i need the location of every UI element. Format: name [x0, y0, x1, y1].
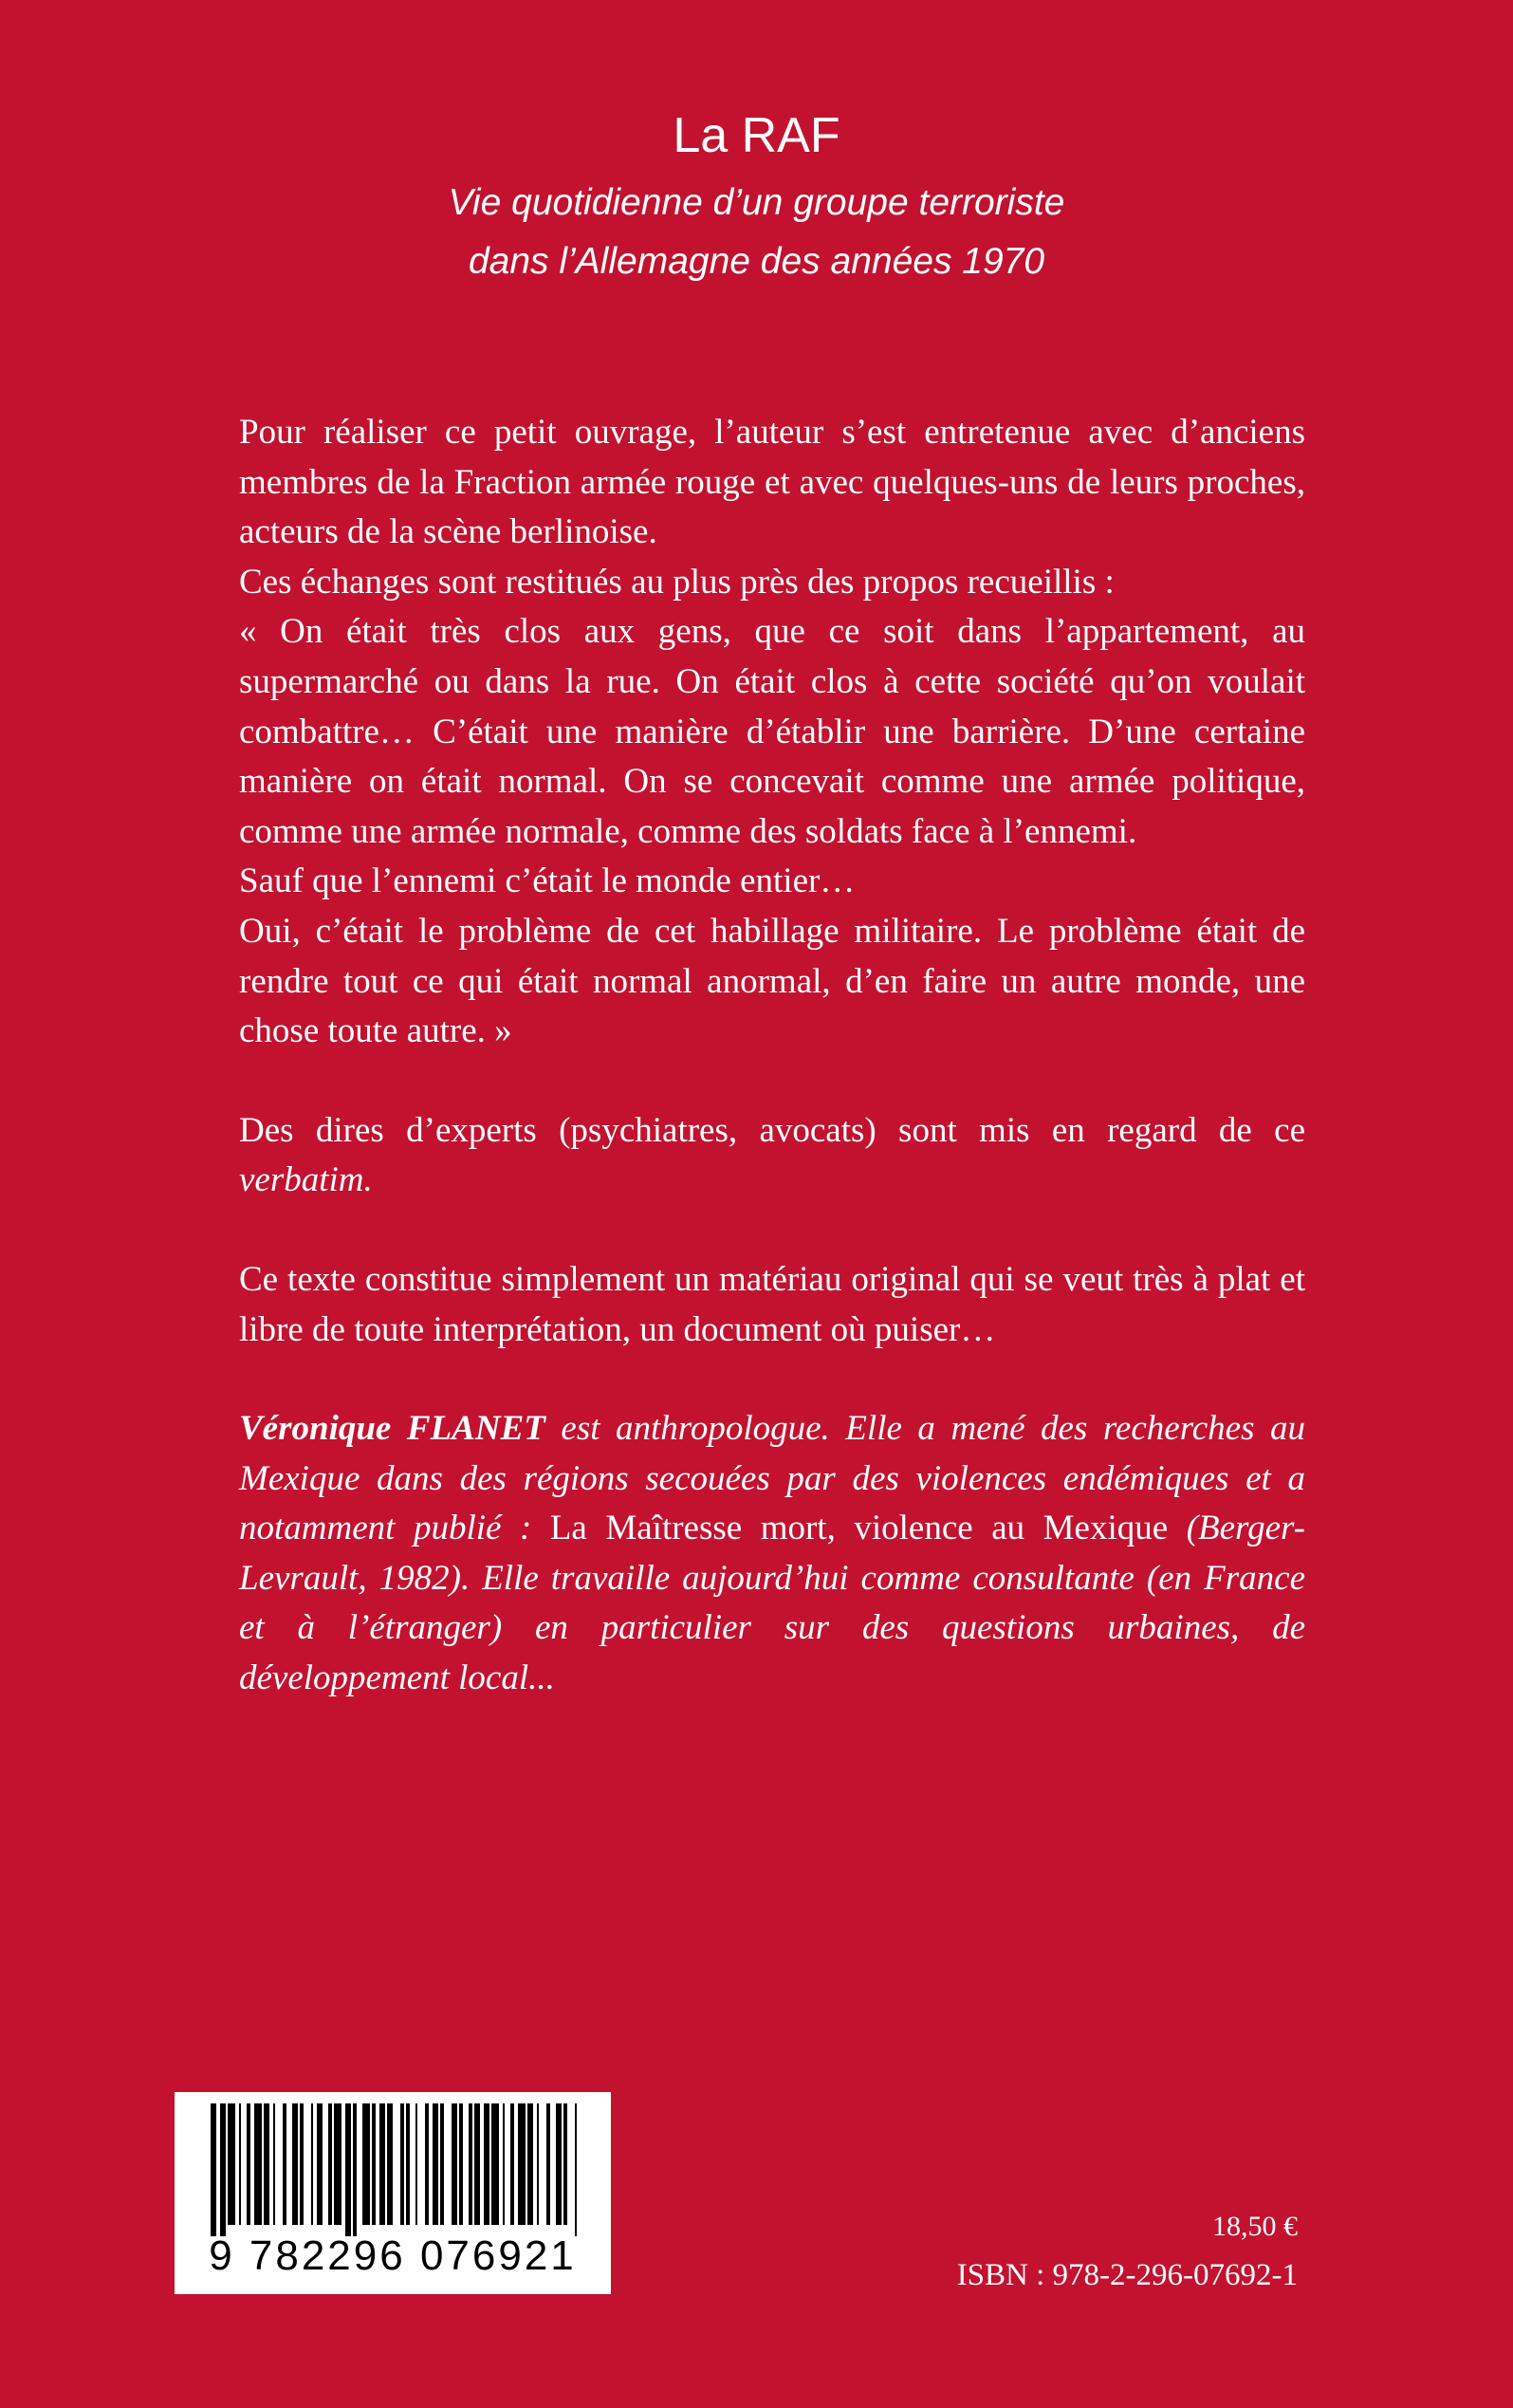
barcode-bar: [317, 2103, 323, 2225]
barcode-bar: [334, 2103, 341, 2225]
barcode-bar: [491, 2103, 499, 2225]
author-bio-part-2: (Berger-Levrault, 1982). Elle travaille aujourd’hui comme consultante (en France et à l’étranger) en particulier sur des questions urbaines, de développement local...: [239, 1509, 1305, 1698]
experts-italic: verbatim.: [239, 1160, 373, 1200]
barcode-bar: [211, 2103, 216, 2236]
blurb-quote-end: Oui, c’était le problème de cet habillage militaire. Le problème était de rendre tout ce qui était normal anormal, d’en faire un autre monde, une chose toute autre. »: [239, 911, 1305, 1051]
barcode-bar: [406, 2103, 410, 2225]
barcode-bar: [518, 2103, 526, 2225]
barcode-bar: [273, 2103, 275, 2225]
author-bio: [239, 1404, 1305, 1704]
barcode-bar: [556, 2103, 562, 2225]
isbn: ISBN : 978-2-296-07692-1: [956, 2258, 1298, 2292]
barcode-bar: [254, 2103, 262, 2225]
barcode-bar: [353, 2103, 357, 2236]
author-book-title: La Maîtresse mort, violence au Mexique: [549, 1509, 1169, 1548]
barcode-bar: [345, 2103, 351, 2236]
barcode-bar: [503, 2103, 505, 2225]
subtitle-line-1: Vie quotidienne d’un groupe terroriste: [448, 182, 1065, 223]
barcode-bar: [575, 2103, 577, 2236]
barcode-bar: [264, 2103, 269, 2225]
book-title: La RAF: [673, 108, 840, 163]
barcode-bar: [459, 2103, 463, 2225]
barcode-bar: [425, 2103, 429, 2225]
subtitle-line-2: dans l’Allemagne des années 1970: [468, 241, 1045, 282]
blurb-quote-line: Sauf que l’ennemi c’était le monde entier…: [239, 861, 856, 901]
barcode-bar: [247, 2103, 250, 2225]
blurb-quote: « On était très clos aux gens, que ce soit dans l’appartement, au supermarché ou dans la rue. On était clos à cette société qu’on voulait combattre… C’était une manière d’établir une barrière. D’une certaine manière on était normal. On se concevait comme une armée politique, comme une armée normale, comme des soldats face à l’ennemi.: [239, 612, 1305, 851]
barcode-bar: [372, 2103, 376, 2225]
barcode-bar: [415, 2103, 417, 2225]
barcode-bar: [400, 2103, 404, 2225]
barcode-bar: [228, 2103, 235, 2225]
barcode-bar: [220, 2103, 226, 2236]
barcode: [175, 2092, 611, 2294]
barcode-digits: 9 782296 076921: [209, 2232, 577, 2279]
book-subtitle: [0, 174, 1513, 291]
barcode-bar: [563, 2103, 567, 2225]
barcode-bar: [546, 2103, 550, 2225]
barcode-bar: [328, 2103, 332, 2225]
barcode-bar: [537, 2103, 539, 2225]
experts-text: Des dires d’experts (psychiatres, avocats) sont mis en regard de ce: [239, 1110, 1305, 1150]
barcode-bar: [440, 2103, 444, 2225]
barcode-bars: [201, 2103, 584, 2236]
blurb-paragraph-experts: [239, 1106, 1305, 1206]
barcode-bar: [469, 2103, 472, 2225]
barcode-bar: [239, 2103, 241, 2225]
barcode-bar: [474, 2103, 480, 2225]
barcode-bar: [527, 2103, 533, 2225]
author-bio-part-1: est anthropologue. Elle a mené des recherches au Mexique dans des régions secouées par des violences endémiques et a notamment publié :: [239, 1409, 1305, 1548]
barcode-bar: [379, 2103, 385, 2225]
price: 18,50 €: [1212, 2211, 1298, 2242]
back-cover-blurb: [239, 408, 1305, 1704]
barcode-bar: [433, 2103, 438, 2225]
barcode-bar: [311, 2103, 313, 2225]
barcode-bar: [292, 2103, 298, 2225]
blurb-paragraph-2: Ces échanges sont restitués au plus près des propos recueillis :: [239, 562, 1115, 602]
barcode-bar: [387, 2103, 393, 2225]
blurb-paragraph-1: Pour réaliser ce petit ouvrage, l’auteur s’est entretenue avec d’anciens membres de la Fraction armée rouge et avec quelques-uns de leurs proches, acteurs de la scène berlinoise.: [239, 413, 1305, 552]
barcode-bar: [452, 2103, 457, 2225]
barcode-bar: [484, 2103, 489, 2225]
barcode-bar: [283, 2103, 286, 2225]
author-name: Véronique FLANET: [239, 1409, 545, 1449]
barcode-bar: [300, 2103, 304, 2225]
blurb-paragraph-material: Ce texte constitue simplement un matériau original qui se veut très à plat et libre de toute interprétation, un document où puiser…: [239, 1259, 1305, 1349]
barcode-bar: [362, 2103, 370, 2225]
barcode-bar: [510, 2103, 514, 2225]
